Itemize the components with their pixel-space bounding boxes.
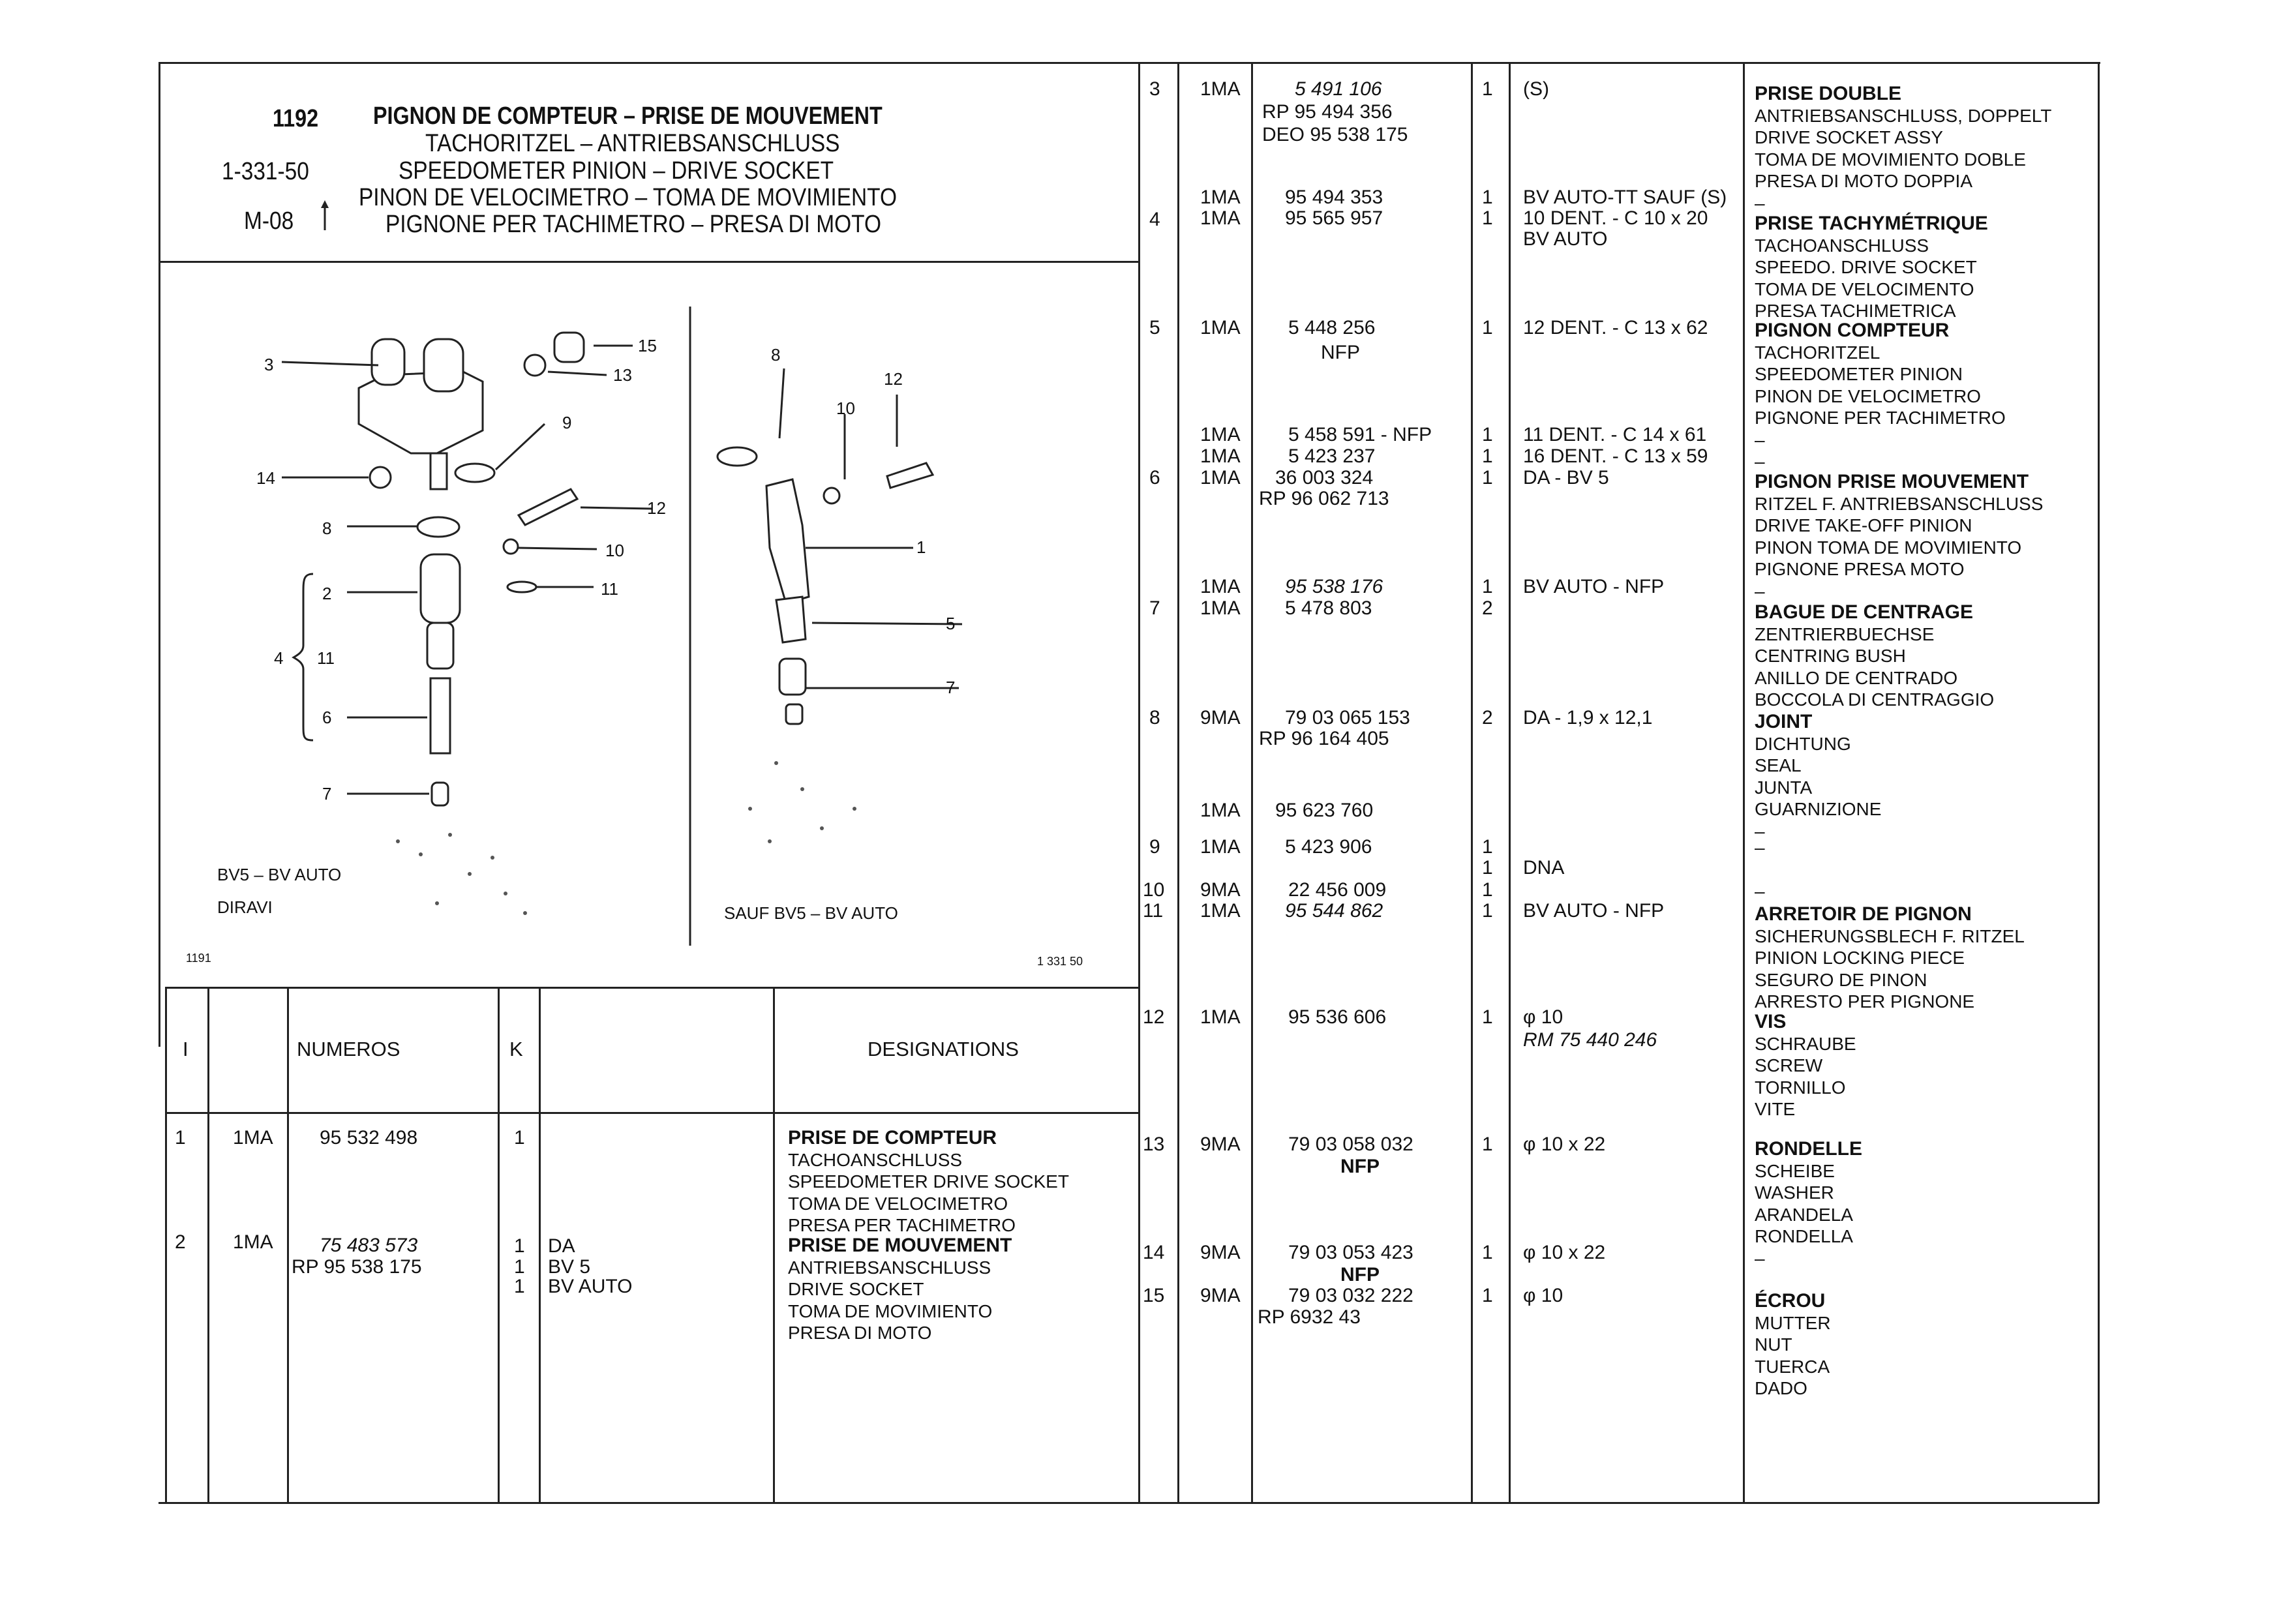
right-row-3-number-3: DEO 95 538 175 xyxy=(1262,124,1408,145)
callout-13: 13 xyxy=(613,365,632,385)
right-row-8-number-2: RP 96 164 405 xyxy=(1259,728,1389,749)
left-row-2-cond-3: BV AUTO xyxy=(548,1276,633,1297)
callout-8: 8 xyxy=(322,518,332,538)
right-row-12-cond-2: RM 75 440 246 xyxy=(1523,1029,1657,1051)
designation-joint xyxy=(1755,711,1881,842)
right-row-7-number-2: 5 478 803 xyxy=(1285,597,1372,619)
right-row-7-item: 7 xyxy=(1149,597,1160,619)
right-row-8-cond: DA - 1,9 x 12,1 xyxy=(1523,707,1653,728)
right-row-11-type: 1MA xyxy=(1200,900,1241,922)
designation-line: RONDELLA xyxy=(1755,1226,1853,1246)
col-header-designations: DESIGNATIONS xyxy=(868,1038,1019,1060)
designation-line: ARRETOIR DE PIGNON xyxy=(1755,903,1972,925)
callout-14: 14 xyxy=(256,468,275,488)
header-title-de: TACHORITZEL – ANTRIEBSANSCHLUSS xyxy=(425,130,840,157)
right-row-15-k: 1 xyxy=(1482,1285,1493,1306)
designation-line: PIGNONE PRESA MOTO xyxy=(1755,559,1965,579)
callout-9: 9 xyxy=(562,413,572,432)
right-row-7-number-1: 95 538 176 xyxy=(1285,576,1383,597)
left-row-2-number-1: 75 483 573 xyxy=(320,1235,418,1256)
right-row-9-k-2: 1 xyxy=(1482,857,1493,879)
right-row-3-number-2: RP 95 494 356 xyxy=(1262,101,1393,123)
frame-middle-line xyxy=(1138,62,1140,1503)
designation-line: PRESA DI MOTO xyxy=(788,1323,932,1343)
header-title-es: PINON DE VELOCIMETRO – TOMA DE MOVIMIENTO xyxy=(359,184,897,211)
designation-line: ZENTRIERBUECHSE xyxy=(1755,623,1935,644)
designation-line: SICHERUNGSBLECH F. RITZEL xyxy=(1755,925,2025,946)
header-title-it: PIGNONE PER TACHIMETRO – PRESA DI MOTO xyxy=(385,211,881,238)
table-col-line-6 xyxy=(773,987,775,1502)
diagram-code-left: 1191 xyxy=(186,952,211,965)
frame-top-line xyxy=(159,62,1137,64)
designation-line: PRISE DE MOUVEMENT xyxy=(788,1235,1012,1256)
right-row-4-type-1: 1MA xyxy=(1200,187,1241,208)
right-row-13-item: 13 xyxy=(1143,1134,1165,1155)
header-divider xyxy=(159,261,1139,263)
right-row-15-number-1: 79 03 032 222 xyxy=(1288,1285,1413,1306)
right-row-4-k-2: 1 xyxy=(1482,207,1493,229)
right-row-15-number-2: RP 6932 43 xyxy=(1258,1306,1361,1328)
right-row-6-number-3: 36 003 324 xyxy=(1275,467,1374,488)
right-row-10-k: 1 xyxy=(1482,879,1493,901)
header-title-fr: PIGNON DE COMPTEUR – PRISE DE MOUVEMENT xyxy=(373,102,883,130)
right-row-6-number-4: RP 96 062 713 xyxy=(1259,488,1389,509)
designation-line: GUARNIZIONE xyxy=(1755,799,1882,819)
right-row-14-type: 9MA xyxy=(1200,1242,1241,1263)
designation-line: – xyxy=(1755,580,1765,601)
left-row-2-k-1: 1 xyxy=(514,1235,525,1257)
designation-dash-10 xyxy=(1755,880,1765,903)
right-row-10-item: 10 xyxy=(1143,879,1165,901)
left-row-2-k-2: 1 xyxy=(514,1256,525,1278)
right-col-line-3 xyxy=(1471,62,1473,1503)
designation-line: SCHEIBE xyxy=(1755,1160,1835,1181)
designation-line: TUERCA xyxy=(1755,1356,1830,1377)
designation-line: ANILLO DE CENTRADO xyxy=(1755,667,1958,688)
designation-line: DRIVE SOCKET ASSY xyxy=(1755,127,1943,147)
header-title-en: SPEEDOMETER PINION – DRIVE SOCKET xyxy=(399,157,834,185)
header-code: 1192 xyxy=(273,105,319,132)
right-row-4-number-2: 95 565 957 xyxy=(1285,207,1383,229)
designation-line: PRISE DOUBLE xyxy=(1755,83,1902,104)
designation-arretoir-pignon xyxy=(1755,903,2025,1013)
right-row-15-type: 9MA xyxy=(1200,1285,1241,1306)
designation-line: DRIVE TAKE-OFF PINION xyxy=(1755,515,1972,535)
designation-ecrou xyxy=(1755,1290,1831,1400)
callout-3: 3 xyxy=(264,355,274,374)
right-row-3-number-1: 5 491 106 xyxy=(1295,78,1382,100)
right-row-13-number-2: NFP xyxy=(1340,1156,1380,1177)
right-row-8-type-2: 1MA xyxy=(1200,800,1241,821)
right-row-12-number: 95 536 606 xyxy=(1288,1006,1387,1028)
designation-line: TACHORITZEL xyxy=(1755,342,1881,363)
left-row-1-item: 1 xyxy=(175,1127,186,1149)
callout-6: 6 xyxy=(322,708,332,727)
designation-line: TACHOANSCHLUSS xyxy=(1755,235,1929,256)
designation-line: VIS xyxy=(1755,1011,1787,1032)
right-row-4-cond-1: BV AUTO-TT SAUF (S) xyxy=(1523,187,1727,208)
designation-line: DRIVE SOCKET xyxy=(788,1279,924,1299)
right-row-4-type-2: 1MA xyxy=(1200,207,1241,229)
designation-line: – xyxy=(1755,1248,1765,1269)
right-row-6-k-1: 1 xyxy=(1482,424,1493,445)
right-row-4-item: 4 xyxy=(1149,209,1160,230)
right-row-9-item: 9 xyxy=(1149,836,1160,858)
designation-line: MUTTER xyxy=(1755,1312,1831,1333)
header-ref: 1-331-50 xyxy=(222,158,309,185)
designation-line: SEGURO DE PINON xyxy=(1755,969,1927,990)
designation-line: ÉCROU xyxy=(1755,1290,1826,1312)
designation-line: PINON DE VELOCIMETRO xyxy=(1755,385,1981,406)
designation-line: TORNILLO xyxy=(1755,1077,1846,1098)
designation-rondelle xyxy=(1755,1138,1862,1269)
col-header-numeros: NUMEROS xyxy=(297,1038,400,1060)
left-row-2-cond-2: BV 5 xyxy=(548,1256,591,1278)
designation-prise-tachymetrique xyxy=(1755,213,1988,322)
designation-line: SPEEDOMETER DRIVE SOCKET xyxy=(788,1171,1069,1192)
right-row-6-cond-1: 11 DENT. - C 14 x 61 xyxy=(1523,424,1707,445)
right-row-14-item: 14 xyxy=(1143,1242,1165,1263)
right-row-13-k: 1 xyxy=(1482,1134,1493,1155)
right-col-line-4 xyxy=(1509,62,1511,1503)
frame-top-line-right xyxy=(1135,62,2100,64)
right-row-13-number-1: 79 03 058 032 xyxy=(1288,1134,1413,1155)
right-row-6-type-3: 1MA xyxy=(1200,467,1241,488)
designation-line: PIGNON PRISE MOUVEMENT xyxy=(1755,471,2029,492)
left-row-2-type: 1MA xyxy=(233,1231,273,1253)
designation-line: JOINT xyxy=(1755,711,1813,732)
designation-line: RITZEL F. ANTRIEBSANSCHLUSS xyxy=(1755,493,2044,514)
right-row-7-cond: BV AUTO - NFP xyxy=(1523,576,1665,597)
right-row-14-cond: φ 10 x 22 xyxy=(1523,1242,1606,1263)
left-row-2-cond-1: DA xyxy=(548,1235,575,1257)
designation-line: TOMA DE VELOCIMETRO xyxy=(788,1193,1008,1214)
designation-line: PINON TOMA DE MOVIMIENTO xyxy=(1755,537,2022,558)
left-row-2-number-2: RP 95 538 175 xyxy=(292,1256,422,1278)
designation-line: ARRESTO PER PIGNONE xyxy=(1755,991,1975,1012)
callout-15: 15 xyxy=(638,336,657,355)
right-row-4-number-1: 95 494 353 xyxy=(1285,187,1383,208)
callout-r-12: 12 xyxy=(884,369,903,389)
right-row-7-k-1: 1 xyxy=(1482,576,1493,597)
designation-line: PRISE DE COMPTEUR xyxy=(788,1127,997,1149)
right-row-5-k: 1 xyxy=(1482,317,1493,338)
diagram-caption-right: SAUF BV5 – BV AUTO xyxy=(724,903,898,923)
designation-line: – xyxy=(1755,820,1765,841)
right-row-8-item: 8 xyxy=(1149,707,1160,728)
designation-prise-double xyxy=(1755,83,2051,214)
designation-line: ANTRIEBSANSCHLUSS xyxy=(788,1257,991,1278)
diagram-caption-left-2: DIRAVI xyxy=(217,897,273,917)
callout-10: 10 xyxy=(605,541,624,560)
designation-line: SEAL xyxy=(1755,755,1802,775)
right-row-14-number-1: 79 03 053 423 xyxy=(1288,1242,1413,1263)
header-sheet: M-08 xyxy=(244,207,294,235)
designation-line: PIGNONE PER TACHIMETRO xyxy=(1755,408,2006,428)
right-row-6-k-3: 1 xyxy=(1482,467,1493,488)
right-row-4-k-1: 1 xyxy=(1482,187,1493,208)
right-row-8-number-1: 79 03 065 153 xyxy=(1285,707,1410,728)
designation-line: – xyxy=(1755,837,1765,858)
right-row-11-k: 1 xyxy=(1482,900,1493,922)
designation-line: DADO xyxy=(1755,1378,1807,1398)
designation-line: PRESA TACHIMETRICA xyxy=(1755,301,1956,321)
right-row-6-item: 6 xyxy=(1149,467,1160,488)
right-row-5-number-2: NFP xyxy=(1321,342,1360,363)
designation-vis xyxy=(1755,1011,1856,1120)
designation-line: DICHTUNG xyxy=(1755,733,1851,754)
right-col-line-1 xyxy=(1177,62,1179,1503)
designation-line: PINION LOCKING PIECE xyxy=(1755,948,1965,968)
right-row-11-item: 11 xyxy=(1143,900,1164,922)
callout-r-7: 7 xyxy=(946,678,956,697)
designation-line: BOCCOLA DI CENTRAGGIO xyxy=(1755,689,1995,710)
left-row-1-k: 1 xyxy=(514,1127,525,1149)
designation-line: SCHRAUBE xyxy=(1755,1033,1856,1054)
designation-line: – xyxy=(1755,429,1765,450)
right-row-10-type: 9MA xyxy=(1200,879,1241,901)
table-col-line-2 xyxy=(207,987,209,1502)
designation-line: WASHER xyxy=(1755,1182,1834,1203)
diagram-caption-left-1: BV5 – BV AUTO xyxy=(217,865,342,884)
col-header-k: K xyxy=(509,1038,523,1060)
designation-line: PRISE TACHYMÉTRIQUE xyxy=(1755,213,1988,234)
right-row-3-k: 1 xyxy=(1482,78,1493,100)
right-col-line-2 xyxy=(1251,62,1253,1503)
right-row-6-cond-2: 16 DENT. - C 13 x 59 xyxy=(1523,445,1708,467)
right-row-8-k: 2 xyxy=(1482,707,1493,728)
designation-line: PIGNON COMPTEUR xyxy=(1755,320,1950,341)
right-row-4-cond-3: BV AUTO xyxy=(1523,228,1608,250)
designation-line: SPEEDOMETER PINION xyxy=(1755,364,1963,384)
designation-line: CENTRING BUSH xyxy=(1755,646,1906,666)
designation-line: – xyxy=(1755,451,1765,472)
callout-r-8: 8 xyxy=(771,345,781,365)
right-row-5-number-1: 5 448 256 xyxy=(1288,317,1376,338)
designation-line: – xyxy=(1755,881,1765,901)
designation-pignon-compteur xyxy=(1755,320,2006,473)
callout-r-5: 5 xyxy=(946,614,956,633)
right-row-11-cond: BV AUTO - NFP xyxy=(1523,900,1665,922)
designation-line: VITE xyxy=(1755,1099,1796,1119)
callout-r-1: 1 xyxy=(916,537,926,557)
designation-line: TOMA DE MOVIMIENTO DOBLE xyxy=(1755,149,2026,170)
right-row-6-cond-3: DA - BV 5 xyxy=(1523,467,1609,488)
right-row-5-item: 5 xyxy=(1149,317,1160,338)
arrow-up-icon xyxy=(318,199,331,232)
designation-line: TOMA DE VELOCIMENTO xyxy=(1755,278,1974,299)
designation-line: SPEEDO. DRIVE SOCKET xyxy=(1755,257,1977,277)
callout-7: 7 xyxy=(322,784,332,804)
table-top-line xyxy=(165,987,1138,989)
table-head-line xyxy=(165,1112,1138,1114)
right-row-8-number-3: 95 623 760 xyxy=(1275,800,1374,821)
right-row-6-type-1: 1MA xyxy=(1200,424,1241,445)
right-row-3-item: 3 xyxy=(1149,78,1160,100)
right-row-5-cond: 12 DENT. - C 13 x 62 xyxy=(1523,317,1708,338)
frame-bottom-line xyxy=(159,1502,2099,1504)
table-col-line-5 xyxy=(539,987,541,1502)
designation-line: PRESA PER TACHIMETRO xyxy=(788,1215,1016,1235)
right-row-12-item: 12 xyxy=(1143,1006,1165,1028)
right-row-5-type: 1MA xyxy=(1200,317,1241,338)
right-row-10-number: 22 456 009 xyxy=(1288,879,1387,901)
designation-line: – xyxy=(1755,192,1765,213)
right-row-7-type-2: 1MA xyxy=(1200,597,1241,619)
left-row-2-designation xyxy=(788,1235,1012,1344)
right-row-9-k-1: 1 xyxy=(1482,836,1493,858)
right-row-14-k: 1 xyxy=(1482,1242,1493,1263)
right-row-7-type-1: 1MA xyxy=(1200,576,1241,597)
frame-right-line xyxy=(2098,62,2100,1503)
designation-line: BAGUE DE CENTRAGE xyxy=(1755,601,1974,623)
right-row-6-k-2: 1 xyxy=(1482,445,1493,467)
callout-2: 2 xyxy=(322,584,332,603)
designation-line: ARANDELA xyxy=(1755,1204,1853,1225)
designation-line: JUNTA xyxy=(1755,777,1813,798)
frame-left-line xyxy=(159,62,160,1047)
right-row-6-type-2: 1MA xyxy=(1200,445,1241,467)
designation-line: TOMA DE MOVIMIENTO xyxy=(788,1300,993,1321)
callout-r-10: 10 xyxy=(836,398,855,418)
callout-12: 12 xyxy=(647,498,666,518)
right-row-15-cond: φ 10 xyxy=(1523,1285,1563,1306)
right-row-9-cond: DNA xyxy=(1523,857,1565,879)
left-row-1-type: 1MA xyxy=(233,1127,273,1149)
right-row-3-type: 1MA xyxy=(1200,78,1241,100)
right-row-13-cond: φ 10 x 22 xyxy=(1523,1134,1606,1155)
right-row-6-number-1: 5 458 591 - NFP xyxy=(1288,424,1432,445)
table-col-line-3 xyxy=(287,987,289,1502)
callout-4: 4 xyxy=(274,648,284,668)
left-row-2-item: 2 xyxy=(175,1231,186,1253)
table-col-line-4 xyxy=(498,987,500,1502)
right-row-3-cond: (S) xyxy=(1523,78,1549,100)
callout-11: 11 xyxy=(601,579,618,599)
table-col-line-1 xyxy=(165,987,167,1502)
right-row-13-type: 9MA xyxy=(1200,1134,1241,1155)
right-row-12-cond-1: φ 10 xyxy=(1523,1006,1563,1028)
designation-dash-9 xyxy=(1755,837,1765,859)
designation-pignon-prise-mouvement xyxy=(1755,471,2043,602)
right-row-14-number-2: NFP xyxy=(1340,1264,1380,1285)
designation-line: RONDELLE xyxy=(1755,1138,1862,1160)
left-row-2-k-3: 1 xyxy=(514,1276,525,1297)
designation-line: TACHOANSCHLUSS xyxy=(788,1149,963,1170)
right-row-4-cond-2: 10 DENT. - C 10 x 20 xyxy=(1523,207,1708,229)
right-row-12-k: 1 xyxy=(1482,1006,1493,1028)
designation-line: ANTRIEBSANSCHLUSS, DOPPELT xyxy=(1755,105,2052,126)
right-row-9-type: 1MA xyxy=(1200,836,1241,858)
designation-line: NUT xyxy=(1755,1334,1792,1355)
right-row-8-type-1: 9MA xyxy=(1200,707,1241,728)
left-row-1-number: 95 532 498 xyxy=(320,1127,418,1149)
right-row-6-number-2: 5 423 237 xyxy=(1288,445,1376,467)
left-row-1-designation xyxy=(788,1127,1069,1237)
right-row-15-item: 15 xyxy=(1143,1285,1165,1306)
callout-11b: 11 xyxy=(317,648,335,668)
right-row-11-number: 95 544 862 xyxy=(1285,900,1383,922)
right-row-9-number: 5 423 906 xyxy=(1285,836,1372,858)
designation-line: PRESA DI MOTO DOPPIA xyxy=(1755,171,1973,191)
designation-line: SCREW xyxy=(1755,1055,1823,1075)
col-header-i: I xyxy=(183,1038,189,1060)
right-row-7-k-2: 2 xyxy=(1482,597,1493,619)
designation-bague-centrage xyxy=(1755,601,1994,711)
right-col-line-5 xyxy=(1743,62,1745,1503)
diagram-code-right: 1 331 50 xyxy=(1037,955,1083,968)
right-row-12-type: 1MA xyxy=(1200,1006,1241,1028)
